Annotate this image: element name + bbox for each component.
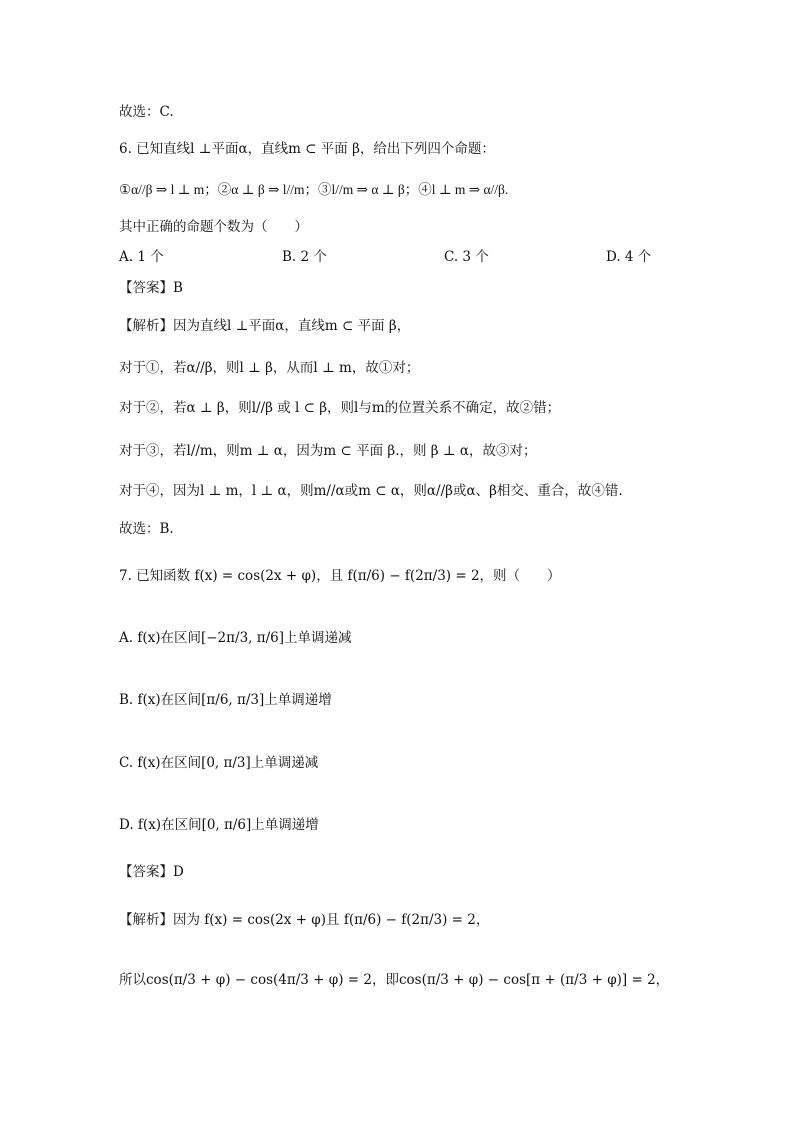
option-b: B. 2 个	[282, 249, 327, 265]
analysis-item-4: 对于④，因为l ⊥ m，l ⊥ α，则m//α或m ⊂ α，则α//β或α、β相交、重合，故④错.	[119, 483, 623, 499]
question-7-derivation: 所以cos(π/3 + φ) − cos(4π/3 + φ) = 2，即cos(π/3 + φ) − cos[π + (π/3 + φ)] = 2，	[119, 972, 670, 988]
question-7-stem: 7. 已知函数 f(x) = cos(2x + φ)，且 f(π/6) − f(2π/3) = 2，则（ ）	[119, 568, 561, 584]
analysis-item-1: 对于①，若α//β，则l ⊥ β，从而l ⊥ m，故①对；	[119, 360, 420, 376]
option-a: A. 1 个	[119, 249, 164, 265]
question-7-answer: 【答案】D	[119, 864, 184, 880]
option-d: D. 4 个	[606, 249, 652, 265]
question-6-stem: 6. 已知直线l ⊥平面α，直线m ⊂ 平面 β，给出下列四个命题：	[119, 141, 495, 157]
question-6-analysis: 【解析】因为直线l ⊥平面α，直线m ⊂ 平面 β，	[119, 318, 411, 334]
question-6-prompt: 其中正确的命题个数为（ ）	[119, 219, 308, 235]
question-6-answer: 【答案】B	[119, 280, 183, 296]
question-7-option-d: D. f(x)在区间[0, π/6]上单调递增	[119, 817, 319, 833]
question-7-option-c: C. f(x)在区间[0, π/3]上单调递减	[119, 755, 319, 771]
analysis-item-3: 对于③，若l//m，则m ⊥ α，因为m ⊂ 平面 β.，则 β ⊥ α，故③对；	[119, 443, 537, 459]
question-7-analysis: 【解析】因为 f(x) = cos(2x + φ)且 f(π/6) − f(2π/3) = 2，	[119, 912, 490, 928]
question-7-option-b: B. f(x)在区间[π/6, π/3]上单调递增	[119, 692, 332, 708]
question-7-option-a: A. f(x)在区间[−2π/3, π/6]上单调递减	[119, 630, 352, 646]
analysis-item-2: 对于②，若α ⊥ β，则l//β 或 l ⊂ β，则l与m的位置关系不确定，故②错；	[119, 400, 561, 416]
question-6-conclusion: 故选：B.	[119, 521, 174, 537]
question-6-propositions: ①α//β ⇒ l ⊥ m；②α ⊥ β ⇒ l//m；③l//m ⇒ α ⊥ β；④l ⊥ m ⇒ α//β.	[119, 182, 509, 197]
option-c: C. 3 个	[444, 249, 489, 265]
line-1: 故选：C.	[119, 104, 174, 120]
